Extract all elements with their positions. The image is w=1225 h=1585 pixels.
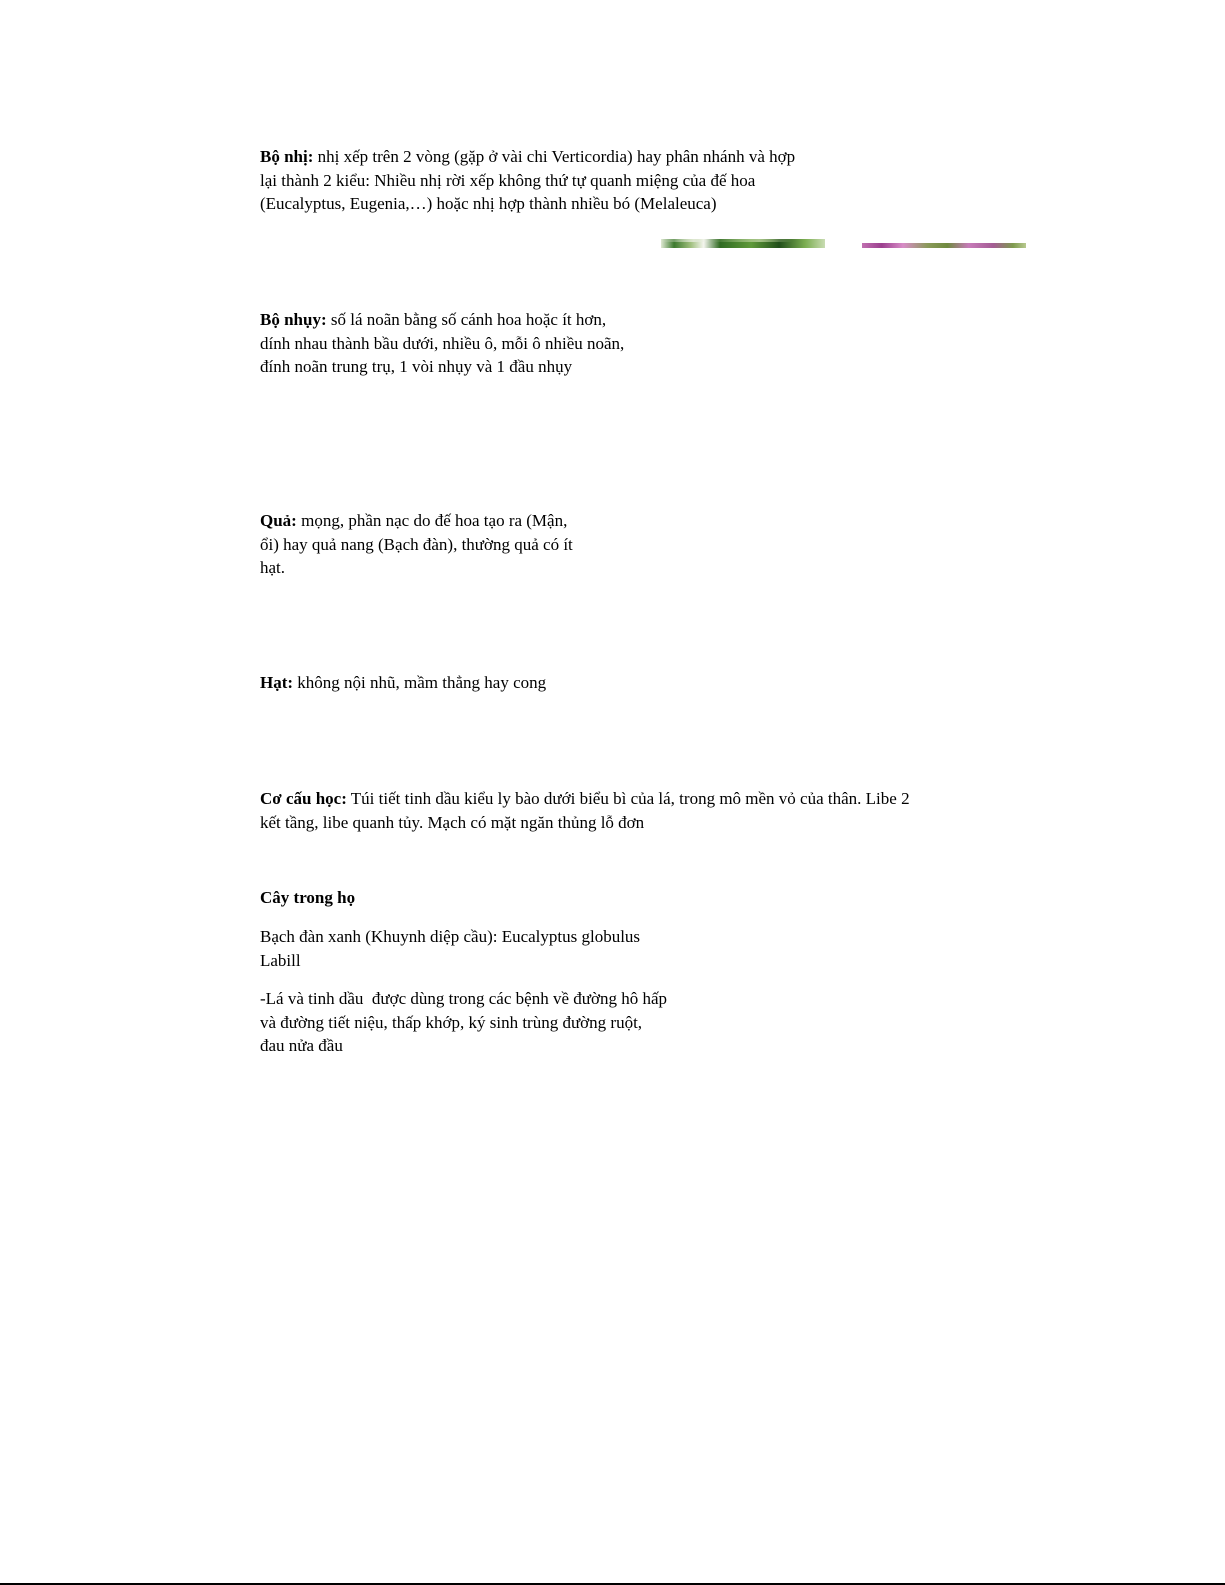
seed-line-1: không nội nhũ, mầm thẳng hay cong: [293, 673, 547, 692]
pistil-line-3: đính noãn trung trụ, 1 vòi nhụy và 1 đầu nhụy: [260, 357, 573, 376]
plants-heading: Cây trong họ: [260, 888, 356, 907]
anatomy-heading: Cơ cấu học:: [260, 789, 347, 808]
fruit-line-2: ổi) hay quả nang (Bạch đàn), thường quả có ít: [260, 534, 573, 554]
stamen-line-1: nhị xếp trên 2 vòng (gặp ở vài chi Verticordia) hay phân nhánh và hợp: [313, 147, 796, 166]
species-line-2: Labill: [260, 950, 301, 970]
fruit-heading: Quả:: [260, 511, 297, 530]
pistil-line-1: số lá noãn bằng số cánh hoa hoặc ít hơn,: [326, 310, 607, 329]
anatomy-line-2: kết tầng, libe quanh tủy. Mạch có mặt ngăn thủng lỗ đơn: [260, 812, 645, 832]
species-line-1: Bạch đàn xanh (Khuynh diệp cầu): Eucalyptus globulus: [260, 927, 641, 946]
species-paragraph: [260, 925, 640, 972]
uses-line-3: đau nửa đầu: [260, 1036, 343, 1055]
stamen-heading: Bộ nhị:: [260, 147, 314, 166]
plants-heading-paragraph: [260, 886, 355, 910]
seed-paragraph: [260, 671, 546, 695]
stamen-line-3: (Eucalyptus, Eugenia,…) hoặc nhị hợp thành nhiều bó (Melaleuca): [260, 194, 717, 213]
fruit-line-3: hạt.: [260, 558, 286, 577]
fruit-line-1: mọng, phần nạc do đế hoa tạo ra (Mận,: [296, 511, 568, 530]
uses-paragraph: [260, 987, 667, 1058]
seed-heading: Hạt:: [260, 673, 294, 692]
anatomy-paragraph: [260, 787, 910, 834]
fruit-paragraph: [260, 509, 573, 580]
uses-line-2: và đường tiết niệu, thấp khớp, ký sinh trùng đường ruột,: [260, 1012, 643, 1032]
pistil-heading: Bộ nhụy:: [260, 310, 327, 329]
stamen-paragraph: [260, 145, 795, 216]
anatomy-line-1: Túi tiết tinh dầu kiểu ly bào dưới biểu bì của lá, trong mô mền vỏ của thân. Libe 2: [346, 789, 910, 808]
pistil-line-2: dính nhau thành bầu dưới, nhiều ô, mỗi ô nhiều noãn,: [260, 333, 625, 353]
stamen-line-2: lại thành 2 kiểu: Nhiều nhị rời xếp không thứ tự quanh miệng của đế hoa: [260, 170, 756, 190]
eucalyptus-flower-image: [661, 239, 825, 248]
pink-flower-image: [862, 243, 1026, 248]
pistil-paragraph: [260, 308, 624, 379]
uses-line-1: -Lá và tinh dầu được dùng trong các bệnh về đường hô hấp: [260, 989, 667, 1008]
